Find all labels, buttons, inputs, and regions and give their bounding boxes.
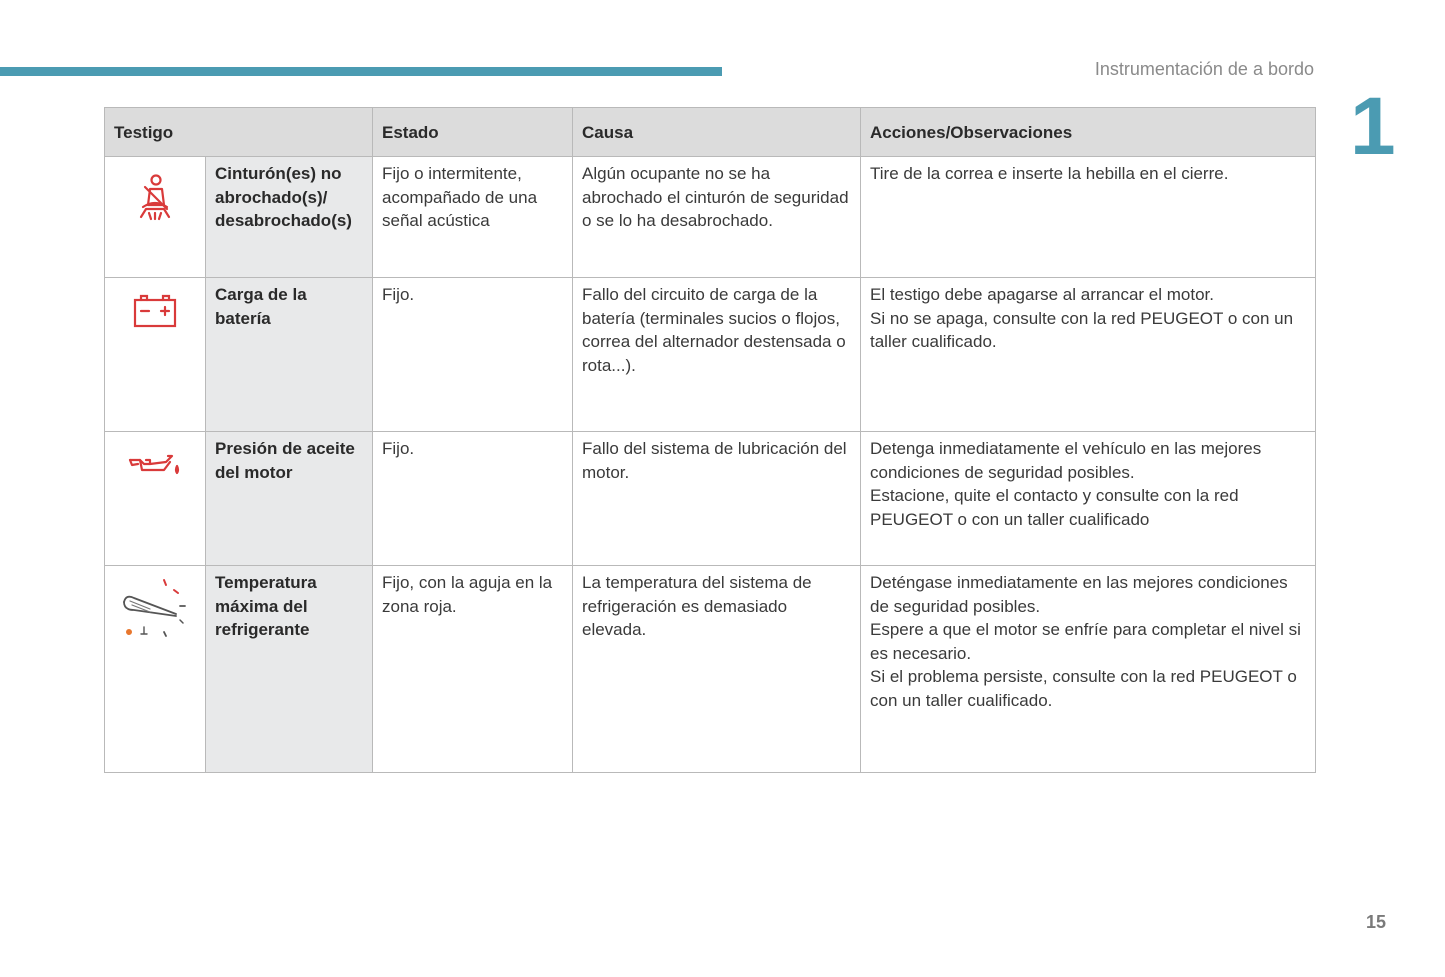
- battery-charge-icon: [132, 294, 178, 328]
- table-row: [105, 278, 1316, 432]
- action-line: El testigo debe apagarse al arrancar el motor.: [870, 285, 1214, 304]
- chapter-number: 1: [1350, 81, 1396, 172]
- warning-name: Temperatura máxima del refrigerante: [206, 566, 373, 773]
- action-line: Si no se apaga, consulte con la red PEUGEOT o con un taller cualificado.: [870, 308, 1294, 351]
- action-line: Espere a que el motor se enfríe para completar el nivel si es necesario.: [870, 620, 1301, 663]
- table-header-row: [105, 108, 1316, 157]
- action-line: Tire de la correa e inserte la hebilla en el cierre.: [870, 164, 1229, 183]
- causa-cell: Fallo del sistema de lubricación del motor.: [573, 432, 861, 566]
- page-number: 15: [1365, 912, 1386, 932]
- acciones-cell: [861, 278, 1316, 432]
- table-row: [105, 432, 1316, 566]
- seatbelt-warning-icon: [133, 173, 177, 223]
- causa-cell: Fallo del circuito de carga de la batería (terminales sucios o flojos, correa del alternador destensada o rota...).: [573, 278, 861, 432]
- estado-cell: Fijo.: [373, 432, 573, 566]
- coolant-temperature-gauge-icon: [120, 576, 190, 640]
- estado-cell: Fijo o intermitente, acompañado de una señal acústica: [373, 157, 573, 278]
- header-accent-bar: [0, 67, 722, 76]
- causa-cell: La temperatura del sistema de refrigeración es demasiado elevada.: [573, 566, 861, 773]
- estado-cell: Fijo, con la aguja en la zona roja.: [373, 566, 573, 773]
- acciones-cell: [861, 566, 1316, 773]
- action-line: Detenga inmediatamente el vehículo en las mejores condiciones de seguridad posibles.: [870, 439, 1262, 482]
- table-row: [105, 566, 1316, 773]
- warning-name: Carga de la batería: [206, 278, 373, 432]
- header-acciones: Acciones/Observaciones: [861, 108, 1316, 157]
- action-line: Estacione, quite el contacto y consulte con la red PEUGEOT o con un taller cualificado: [870, 486, 1239, 529]
- estado-cell: Fijo.: [373, 278, 573, 432]
- oil-pressure-icon: [128, 452, 182, 478]
- section-title: Instrumentación de a bordo: [1094, 59, 1314, 79]
- icon-cell: [105, 566, 206, 773]
- action-line: Si el problema persiste, consulte con la red PEUGEOT o con un taller cualificado.: [870, 667, 1297, 710]
- causa-cell: Algún ocupante no se ha abrochado el cinturón de seguridad o se lo ha desabrochado.: [573, 157, 861, 278]
- icon-cell: [105, 278, 206, 432]
- header-estado: Estado: [373, 108, 573, 157]
- icon-cell: [105, 157, 206, 278]
- warning-lights-table: [104, 107, 1316, 773]
- acciones-cell: [861, 157, 1316, 278]
- acciones-cell: [861, 432, 1316, 566]
- warning-name: Presión de aceite del motor: [206, 432, 373, 566]
- header-causa: Causa: [573, 108, 861, 157]
- table-row: [105, 157, 1316, 278]
- icon-cell: [105, 432, 206, 566]
- warning-name: Cinturón(es) no abrochado(s)/ desabrochado(s): [206, 157, 373, 278]
- header-testigo: Testigo: [105, 108, 373, 157]
- action-line: Deténgase inmediatamente en las mejores condiciones de seguridad posibles.: [870, 573, 1288, 616]
